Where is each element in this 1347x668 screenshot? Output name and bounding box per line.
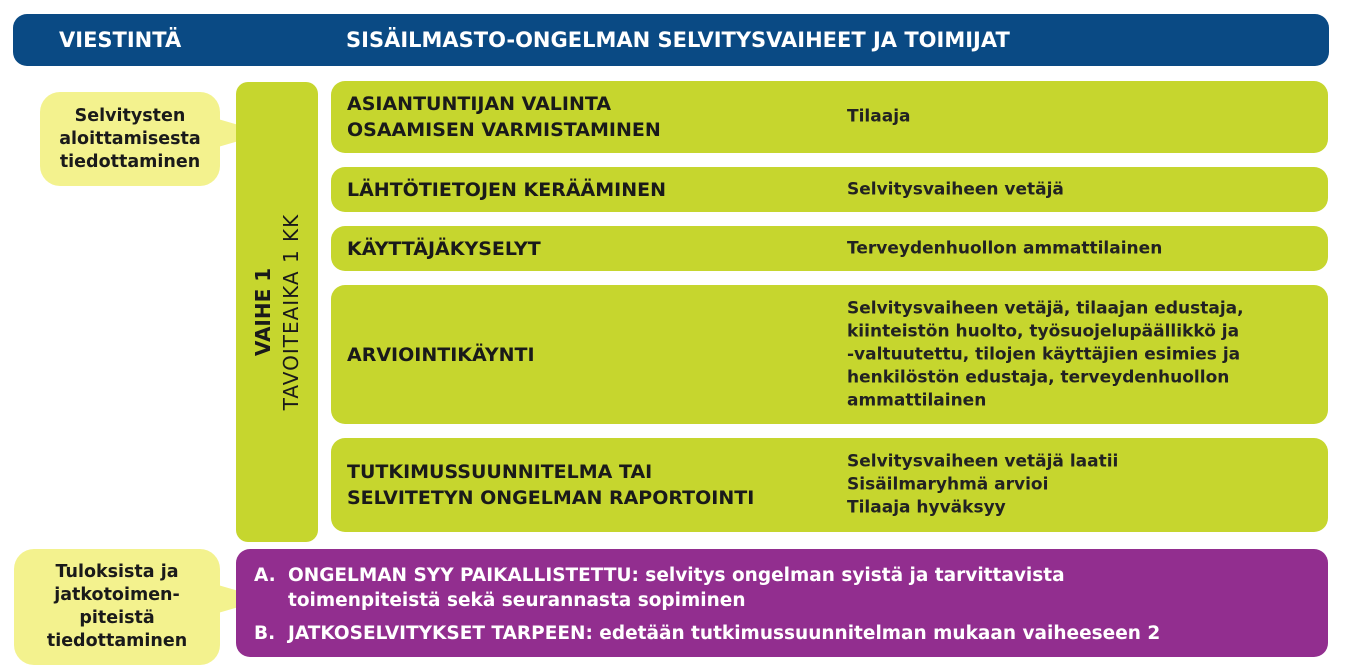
phase-bar: [236, 82, 318, 542]
result-text: ONGELMAN SYY PAIKALLISTETTU: selvitys ongelman syistä ja tarvittavista toimenpiteistä sekä seurannasta sopiminen: [288, 565, 1065, 611]
step-user-survey: [331, 226, 1328, 271]
result-b: [254, 621, 1314, 646]
step-research-plan: [331, 438, 1328, 532]
step-actor: Selvitysvaiheen vetäjä: [847, 179, 1064, 199]
results-box: [236, 549, 1328, 657]
results-communication-bubble: [14, 549, 220, 665]
start-communication-text: Selvitysten aloittamisesta tiedottaminen: [59, 105, 201, 172]
step-expert-selection: [331, 81, 1328, 153]
diagram-title: SISÄILMASTO-ONGELMAN SELVITYSVAIHEET JA TOIMIJAT: [346, 28, 1010, 52]
result-a: [254, 563, 1314, 613]
step-title: TUTKIMUSSUUNNITELMA TAI SELVITETYN ONGELMAN RAPORTOINTI: [347, 461, 755, 509]
step-background-data: [331, 167, 1328, 212]
step-title: ARVIOINTIKÄYNTI: [347, 343, 535, 366]
step-actor: Tilaaja: [847, 106, 911, 127]
phase-name: VAIHE 1: [251, 267, 275, 357]
step-title: LÄHTÖTIETOJEN KERÄÄMINEN: [347, 178, 667, 201]
result-text: JATKOSELVITYKSET TARPEEN: edetään tutkimussuunnitelman mukaan vaiheeseen 2: [288, 623, 1161, 644]
communication-heading: VIESTINTÄ: [59, 28, 182, 52]
phase-target-time: TAVOITEAIKA 1 KK: [279, 213, 303, 411]
step-title: KÄYTTÄJÄKYSELYT: [347, 237, 541, 260]
start-communication-bubble: [40, 92, 220, 186]
step-actor: Selvitysvaiheen vetäjä laatii Sisäilmaryhmä arvioi Tilaaja hyväksyy: [847, 451, 1119, 518]
results-communication-text: Tuloksista ja jatkotoimen- piteistä tiedottaminen: [46, 562, 188, 651]
step-actor: Terveydenhuollon ammattilainen: [847, 238, 1163, 258]
result-letter: B.: [254, 623, 276, 644]
phase-label: [249, 214, 305, 411]
header-bar: [13, 14, 1329, 66]
step-title: ASIANTUNTIJAN VALINTA OSAAMISEN VARMISTAMINEN: [347, 93, 661, 141]
step-assessment-visit: [331, 285, 1328, 424]
result-letter: A.: [254, 565, 276, 586]
step-actor: Selvitysvaiheen vetäjä, tilaajan edustaja, kiinteistön huolto, työsuojelupäällikkö ja -valtuutettu, tilojen käyttäjien esimies ja henkilöstön edustaja, terveydenhuollon ammattilainen: [847, 298, 1244, 410]
